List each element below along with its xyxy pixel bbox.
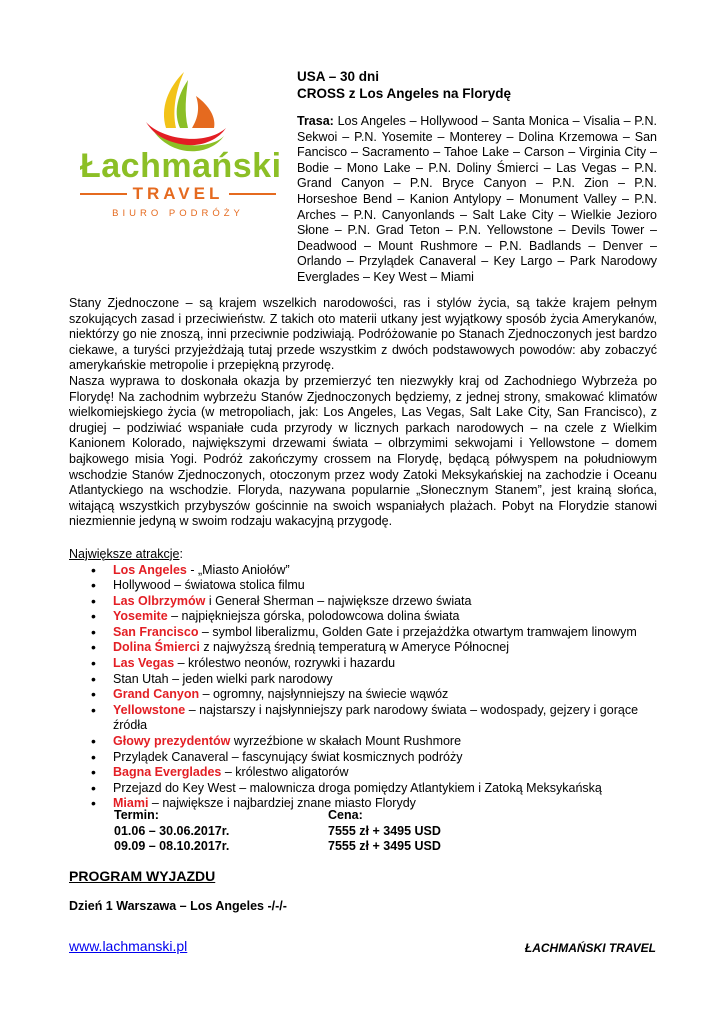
attraction-text: – królestwo aligatorów xyxy=(221,765,349,780)
term-value: 01.06 – 30.06.2017r. xyxy=(114,823,230,838)
attraction-highlight: Bagna Everglades xyxy=(113,765,222,780)
attractions-heading xyxy=(69,547,657,563)
list-item xyxy=(113,625,657,641)
attraction-text: – symbol liberalizmu, Golden Gate i przejażdżka otwartym tramwajem linowym xyxy=(198,624,637,639)
attraction-highlight: San Francisco xyxy=(113,624,199,639)
logo-text xyxy=(80,147,282,219)
trip-header xyxy=(297,68,657,286)
list-item xyxy=(113,750,657,766)
attraction-text: – ogromny, najsłynniejszy na świecie wąwóz xyxy=(199,687,449,702)
term-value: 09.09 – 08.10.2017r. xyxy=(114,839,230,854)
list-item xyxy=(113,672,657,688)
attraction-text: z najwyższą średnią temperaturą w Ameryce Północnej xyxy=(199,640,510,655)
attraction-text: Przejazd do Key West – malownicza droga pomiędzy Atlantykiem i Zatoką Meksykańską xyxy=(113,780,602,795)
program-day-1: Dzień 1 Warszawa – Los Angeles -/-/- xyxy=(69,899,287,913)
trip-title-line1: USA – 30 dni xyxy=(297,69,380,84)
attraction-text: – największe i najbardziej znane miasto Florydy xyxy=(148,796,416,811)
attraction-text: – królestwo neonów, rozrywki i hazardu xyxy=(174,656,396,671)
price-value: 7555 zł + 3495 USD xyxy=(328,823,441,838)
logo-tagline: BIURO PODRÓŻY xyxy=(112,208,244,219)
attraction-highlight: Miami xyxy=(113,796,149,811)
list-item xyxy=(113,687,657,703)
logo-brand-name: Łachmański xyxy=(80,147,282,185)
program-heading: PROGRAM WYJAZDU xyxy=(69,868,216,884)
attraction-highlight: Los Angeles xyxy=(113,562,187,577)
attraction-text: Hollywood – światowa stolica filmu xyxy=(113,578,305,593)
trip-route xyxy=(297,114,657,286)
footer-company-name: ŁACHMAŃSKI TRAVEL xyxy=(524,941,656,955)
attraction-text: i Generał Sherman – największe drzewo świata xyxy=(205,593,472,608)
attractions-list xyxy=(69,563,657,813)
attraction-highlight: Las Olbrzymów xyxy=(113,593,206,608)
list-item xyxy=(113,578,657,594)
price-label: Cena: xyxy=(328,808,363,822)
logo-rule-left xyxy=(80,193,127,195)
terms-column xyxy=(114,808,229,855)
list-item xyxy=(113,609,657,625)
term-label: Termin: xyxy=(114,808,159,822)
logo-rule-right xyxy=(229,193,276,195)
attraction-text: – najpiękniejsza górska, polodowcowa dolina świata xyxy=(167,609,460,624)
attraction-highlight: Dolina Śmierci xyxy=(113,640,200,655)
attractions-heading-colon: : xyxy=(179,546,183,561)
list-item xyxy=(113,640,657,656)
attraction-text: - „Miasto Aniołów” xyxy=(186,562,290,577)
intro-paragraph-2: Nasza wyprawa to doskonała okazja by przemierzyć ten niezwykły kraj od Zachodniego Wybrzeża po Florydę! Na zachodnim wybrzeżu Stanów Zjednoczonych będziemy, z jednej strony, smakować klimatów wielkomiejskiego życia (w metropoliach, jak: Los Angeles, Las Vegas, Salt Lake City, San Francisco), z drugiej – podziwiać wspaniałe cuda przyrody w licznych parkach narodowych – na czele z Wielkim Kanionem Kolorado, największymi drzewami świata – olbrzymimi sekwojami i Yellowstone – domem bajkowego misia Yogi. Podróż zakończymy crossem na Florydę, będącą półwyspem na południowym wschodzie Stanów Zjednoczonych, otoczonym przez wody Zatoki Meksykańskiej na zachodzie i Oceanu Atlantyckiego na wschodzie. Floryda, nazywana popularnie „Słonecznym Stanem”, jest krainą słońca, witającą wszystkich przybyszów gościnnie na swoich wspaniałych plażach. Pobyt na Florydzie stanowi niezmiennie jedyną w swoim rodzaju wakacyjną przygodę. xyxy=(69,373,657,529)
route-label: Trasa: xyxy=(297,114,334,128)
attraction-text: – najstarszy i najsłynniejszy park narodowy świata – wodospady, gejzery i gorące źródła xyxy=(113,702,639,733)
attraction-highlight: Yellowstone xyxy=(113,702,186,717)
attractions-heading-text: Największe atrakcje xyxy=(69,546,180,561)
list-item xyxy=(113,594,657,610)
price-value: 7555 zł + 3495 USD xyxy=(328,839,441,854)
footer-website-link[interactable]: www.lachmanski.pl xyxy=(69,938,188,954)
list-item xyxy=(113,781,657,797)
prices-column xyxy=(328,808,441,855)
attraction-highlight: Głowy prezydentów xyxy=(113,734,231,749)
attraction-highlight: Grand Canyon xyxy=(113,687,200,702)
main-content xyxy=(69,296,657,812)
intro-paragraph-1: Stany Zjednoczone – są krajem wszelkich narodowości, ras i stylów życia, są także krajem pełnym szokujących zasad i przeciwieństw. Z takich oto materii utkany jest wyjątkowy sposób życia Amerykanów, niektórzy go nie znoszą, inni przeciwnie podziwiają. Podróżowanie po Stanach Zjednoczonych jest bardzo ciekawe, a turyści przyjeżdżają tutaj przede wszystkim z dwóch podstawowych powodów: aby zobaczyć amerykańskie metropolie i przepiękną przyrodę. xyxy=(69,296,657,373)
list-item xyxy=(113,656,657,672)
list-item xyxy=(113,765,657,781)
list-item xyxy=(113,563,657,579)
attraction-highlight: Las Vegas xyxy=(113,656,175,671)
logo-travel: TRAVEL xyxy=(132,184,224,203)
attraction-text: Stan Utah – jeden wielki park narodowy xyxy=(113,671,333,686)
route-text: Los Angeles – Hollywood – Santa Monica – Visalia – P.N. Sekwoi – P.N. Yosemite – Monterey – Dolina Krzemowa – San Fancisco – Sacramento – Tahoe Lake – Carson – Virginia City – Bodie – Mono Lake – P.N. Doliny Śmierci – Las Vegas – P.N. Grand Canyon – P.N. Bryce Canyon – P.N. Zion – P.N. Horseshoe Bend – Kanion Antylopy – Monument Valley – P.N. Arches – P.N. Canyonlands – Salt Lake City – Wielkie Jezioro Słone – P.N. Grad Teton – P.N. Yellowstone – Devils Tower – Deadwood – Mount Rushmore – P.N. Badlands – Denver – Orlando – Przylądek Canaveral – Key Largo – Park Narodowy Everglades – Key West – Miami xyxy=(297,114,657,284)
list-item xyxy=(113,734,657,750)
attraction-text: wyrzeźbione w skałach Mount Rushmore xyxy=(230,734,462,749)
attraction-text: Przylądek Canaveral – fascynujący świat kosmicznych podróży xyxy=(113,749,463,764)
list-item xyxy=(113,703,657,734)
attraction-highlight: Yosemite xyxy=(113,609,168,624)
trip-title-line2: CROSS z Los Angeles na Florydę xyxy=(297,86,512,101)
